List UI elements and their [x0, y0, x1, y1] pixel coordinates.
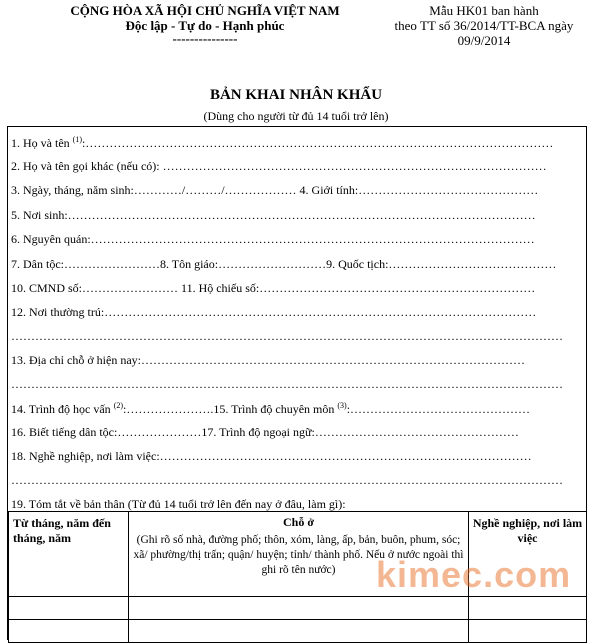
history-col-residence-note: (Ghi rõ số nhà, đường phố; thôn, xóm, làng, ấp, bản, buôn, phum, sóc; xã/ phường/thị trấn; quận/ huyện; tỉnh/ thành phố. Nếu ở nước ngoài thì ghi rõ tên nước) — [133, 534, 464, 576]
field-history-summary: 19. Tóm tắt về bản thân (Từ đủ 14 tuổi trở lên đến nay ở đâu, làm gì): — [11, 497, 346, 511]
field-full-name[interactable] — [11, 135, 553, 151]
form-code-line-2: theo TT số 36/2014/TT-BCA ngày — [394, 18, 574, 33]
history-col-period: Từ tháng, năm đến tháng, năm — [9, 512, 129, 597]
field-permanent-address-cont[interactable]: ………………………………………………………………………………………………………………………… — [11, 329, 563, 343]
field-education-dots: :………………….15. Trình độ chuyên môn — [123, 402, 335, 416]
field-hometown[interactable]: 6. Nguyên quán:………………………………………………………………………………………………… — [11, 232, 535, 246]
table-cell[interactable] — [129, 597, 469, 620]
motto: Độc lập - Tự do - Hạnh phúc — [125, 18, 285, 33]
field-ethnicity-religion-nationality[interactable]: 7. Dân tộc:……………………8. Tôn giáo:………………………9. Quốc tịch:…………………………………… — [11, 257, 557, 271]
field-id-passport[interactable]: 10. CMND số:…………………… 11. Hộ chiếu số:…………………………………………………………… — [11, 281, 536, 295]
form-body — [7, 126, 587, 640]
form-code-line-3: 09/9/2014 — [457, 33, 511, 48]
table-cell[interactable] — [129, 620, 469, 643]
field-occupation[interactable]: 18. Nghề nghiệp, nơi làm việc:………………………………………………………………………………… — [11, 449, 532, 463]
table-cell[interactable] — [469, 620, 587, 643]
history-table-header — [9, 512, 587, 597]
footnote-1: (1) — [72, 135, 82, 144]
history-table — [8, 511, 587, 643]
footnote-3: (3) — [337, 401, 347, 410]
field-birthplace[interactable]: 5. Nơi sinh:……………………………………………………………………………………………………… — [11, 208, 536, 222]
table-row — [9, 597, 587, 620]
field-permanent-address[interactable]: 12. Nơi thường trú:……………………………………………………………………………………………… — [11, 305, 537, 319]
form-subtitle: (Dùng cho người từ đủ 14 tuổi trở lên) — [203, 109, 389, 123]
field-other-name[interactable]: 2. Họ và tên gọi khác (nếu có): …………………………………………………………………………………… — [11, 159, 547, 173]
field-full-name-label: 1. Họ và tên — [11, 136, 70, 150]
history-col-residence: Chỗ ở (Ghi rõ số nhà, đường phố; thôn, xóm, làng, ấp, bản, buôn, phum, sóc; xã/ phường/thị trấn; quận/ huyện; tỉnh/ thành phố. Nếu ở nước ngoài thì ghi rõ tên nước) — [129, 512, 469, 597]
field-education-label: 14. Trình độ học vấn — [11, 402, 111, 416]
watermark-logo: kimec.com — [376, 554, 572, 595]
field-profession-dots: :……………………………………… — [346, 402, 531, 416]
field-current-address[interactable]: 13. Địa chỉ chỗ ở hiện nay:…………………………………………………………………………………… — [11, 353, 525, 367]
footnote-2: (2) — [113, 401, 124, 410]
country-header — [40, 3, 370, 44]
field-current-address-cont[interactable]: ………………………………………………………………………………………………………………………… — [11, 377, 563, 391]
field-occupation-cont[interactable]: ………………………………………………………………………………………………………………………… — [11, 473, 563, 487]
form-code-block — [378, 3, 590, 48]
table-row — [9, 620, 587, 643]
motto-underline: --------------- — [172, 31, 238, 46]
field-education-profession[interactable] — [11, 401, 530, 417]
field-full-name-dots: :……………………………………………………………………………………………………… — [81, 136, 554, 150]
field-languages[interactable]: 16. Biết tiếng dân tộc:…………………17. Trình độ ngoại ngữ:…………………………………………… — [11, 425, 519, 439]
table-cell[interactable] — [469, 597, 587, 620]
form-code-line-1: Mẫu HK01 ban hành — [429, 3, 539, 18]
form-title: BẢN KHAI NHÂN KHẨU — [209, 87, 383, 103]
country-name: CỘNG HÒA XÃ HỘI CHỦ NGHĨA VIỆT NAM — [70, 3, 340, 18]
table-cell[interactable] — [9, 620, 129, 643]
field-birthdate-gender[interactable]: 3. Ngày, tháng, năm sinh:…………/………/……………… 4. Giới tính:……………………………………… — [11, 183, 539, 197]
history-col-occupation: Nghề nghiệp, nơi làm việc — [469, 512, 587, 597]
table-cell[interactable] — [9, 597, 129, 620]
